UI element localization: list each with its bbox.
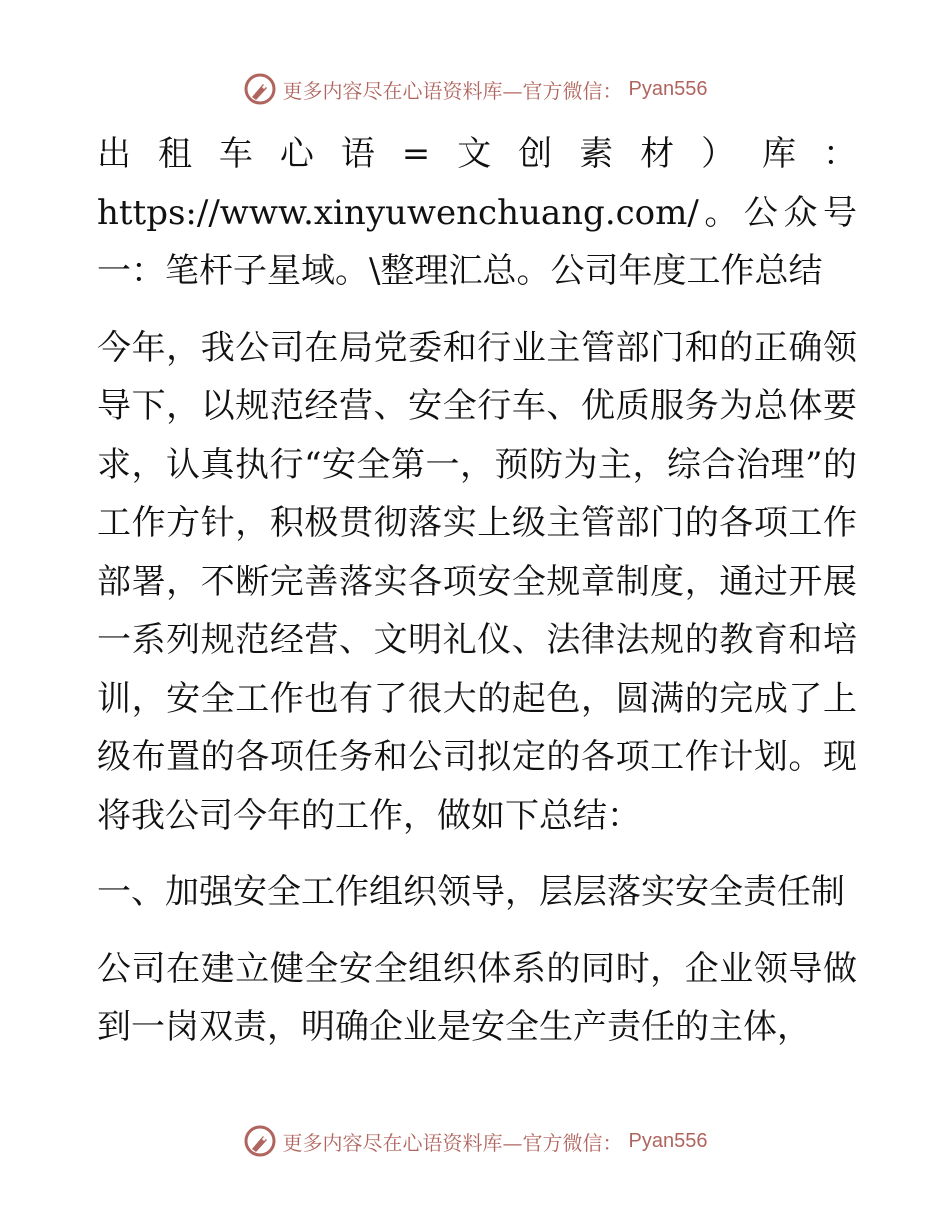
header-watermark	[0, 72, 950, 106]
paragraph-intro: 今年，我公司在局党委和行业主管部门和的正确领导下，以规范经营、安全行车、优质服务为总体要求，认真执行“安全第一，预防为主，综合治理”的工作方针，积极贯彻落实上级主管部门的各项工作部署，不断完善落实各项安全规章制度，通过开展一系列规范经营、文明礼仪、法律法规的教育和培训，安全工作也有了很大的起色，圆满的完成了上级布置的各项任务和公司拟定的各项工作计划。现将我公司今年的工作，做如下总结：	[97, 327, 857, 836]
section-heading-1: 一、加强安全工作组织领导，层层落实安全责任制	[97, 872, 845, 912]
document-body	[97, 125, 857, 1057]
watermark-text: 更多内容尽在心语资料库—官方微信：	[282, 1130, 623, 1155]
paragraph-source-note: 出租车心语=文创素材）库：https://www.xinyuwenchuang.com/。公众号一：笔杆子星域。\整理汇总。公司年度工作总结	[97, 134, 857, 291]
footer-watermark	[0, 1124, 950, 1158]
watermark-wechat-id: Pyan556	[628, 77, 708, 100]
pen-nib-logo-icon	[243, 1124, 277, 1158]
paragraph-section-1: 公司在建立健全安全组织体系的同时，企业领导做到一岗双责，明确企业是安全生产责任的主体，	[97, 948, 857, 1047]
pen-nib-logo-icon	[243, 72, 277, 106]
watermark-wechat-id: Pyan556	[628, 1129, 708, 1152]
watermark-text: 更多内容尽在心语资料库—官方微信：	[282, 78, 623, 103]
